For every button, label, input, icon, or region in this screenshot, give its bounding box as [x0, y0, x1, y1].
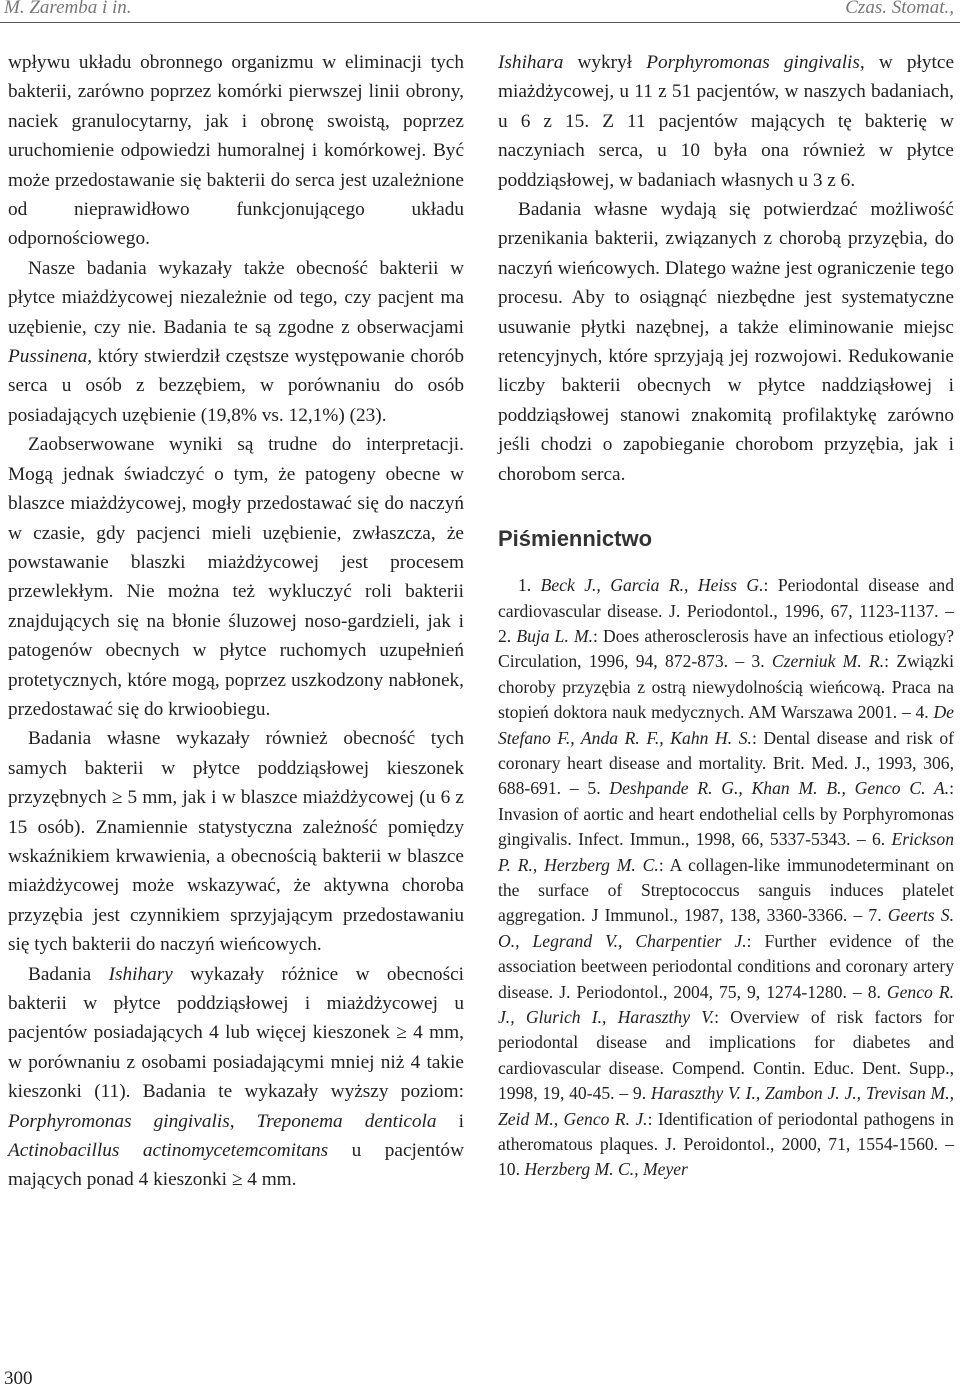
- symbol-geq: ≥: [111, 787, 123, 809]
- ref-authors: De Stefano F., Anda R. F., Kahn H. S.: [498, 702, 954, 748]
- header-authors: M. Zaremba i in.: [4, 0, 132, 18]
- ref-number: – 7.: [853, 905, 888, 926]
- paragraph-ishihara-findings: [498, 48, 954, 195]
- ref-text: : A collagen-like immunodeterminant on the surface of Streptococcus sanguis induces platelet aggregation. J Immunol., 1987, 138, 3360-3366.: [498, 854, 954, 926]
- text: Badania własne wykazały również obecność tych samych bakterii w płytce poddziąsłowej kieszonek przyzębnych: [8, 728, 464, 809]
- paragraph-ishihara: [8, 960, 464, 1195]
- left-column: [8, 48, 464, 1195]
- paragraph-own-results: [8, 724, 464, 959]
- ref-authors: Buja L. M.: [516, 625, 594, 646]
- ref-authors: Genco R. J., Glurich I., Haraszthy V.: [498, 981, 954, 1027]
- section-title-references: Piśmiennictwo: [498, 526, 653, 552]
- text: , w płytce miażdżycowej, u 11 z 51 pacjentów, w naszych badaniach, u 6 z 15. Z 11 pacjentów mających tę bakterię w naczyniach serca, u 10 była ona również w płytce poddziąsłowej, w badaniach własnych u 3 z 6.: [498, 52, 954, 191]
- ref-authors: Deshpande R. G., Khan M. B., Genco C. A.: [609, 778, 950, 799]
- reference-list: [498, 573, 954, 1183]
- species-name: Porphyromonas gingivalis: [8, 1110, 230, 1132]
- symbol-geq: ≥: [396, 1022, 407, 1044]
- text: 4 mm, w porównaniu z osobami posiadającymi mniej niż 4 takie kieszonki (11). Badania te wykazały wyższy poziom:: [8, 1022, 464, 1103]
- author-name: Ishihary: [108, 963, 173, 985]
- ref-number: – 2.: [498, 600, 954, 646]
- ref-number: – 5.: [569, 778, 610, 799]
- paragraph-immune-response: [8, 48, 464, 254]
- ref-number: – 10.: [498, 1134, 954, 1180]
- author-name: Ishihara: [498, 52, 564, 73]
- ref-text: : Periodontal disease and cardiovascular disease. J. Periodontol., 1996, 67, 1123-1137.: [498, 575, 954, 621]
- species-name: Porphyromonas gingivalis: [646, 52, 860, 73]
- ref-text: : Invasion of aortic and heart endothelial cells by Porphyromonas gingivalis. Infect. Immun., 1998, 66, 5337-5343.: [498, 778, 955, 850]
- ref-text: : Identification of periodontal pathogens in atheromatous plaques. J. Peroidontol., 2000, 71, 1554-1560.: [498, 1108, 954, 1155]
- text: Badania własne wydają się potwierdzać możliwość przenikania bakterii, związanych z chorobą przyzębia, do naczyń wieńcowych. Dlatego ważne jest ograniczenie tego procesu. Aby to osiągnąć niezbędne jest systematyczne usuwanie płytki nazębnej, a także eliminowanie miejsc retencyjnych, które sprzyjają jej rozwojowi. Redukowanie liczby bakterii obecnych w płytce naddziąsłowej i poddziąsłowej stanowi znakomitą profilaktykę zarówno jeśli chodzi o zapobieganie chorobom przyzębia, jak i chorobom serca.: [498, 199, 954, 485]
- ref-number: – 4.: [901, 702, 934, 723]
- ref-number: – 3.: [735, 651, 772, 672]
- species-name: Treponema denticola: [256, 1110, 437, 1132]
- ref-number: – 8.: [852, 981, 887, 1002]
- ref-text: : Does atherosclerosis have an infectious etiology? Circulation, 1996, 94, 872-873.: [498, 625, 955, 672]
- header-journal: Czas. Stomat.,: [845, 0, 954, 18]
- text: Nasze badania wykazały także obecność bakterii w płytce miażdżycowej niezależnie od tego, czy pacjent ma uzębienie, czy nie. Badania te są zgodne z obserwacjami: [8, 257, 464, 338]
- text: wykrył: [563, 52, 647, 73]
- ref-text: : Further evidence of the association beetween periodontal conditions and coronary artery disease. J. Periodontol., 2004, 75, 9, 1274-1280.: [498, 930, 954, 1002]
- species-name: Actinobacillus actinomycetemcomitans: [8, 1140, 329, 1162]
- header-rule: [0, 22, 960, 23]
- ref-authors: Czerniuk M. R.: [771, 651, 885, 672]
- ref-number: – 9.: [619, 1083, 651, 1104]
- ref-authors: Haraszthy V. I., Zambon J. J., Trevisan M., Zeid M., Genco R. J.: [498, 1083, 954, 1129]
- text: 4 mm.: [242, 1169, 297, 1191]
- text: i: [436, 1110, 464, 1132]
- text: 5 mm, jak i w blaszce miażdżycowej (u 6 z 15 osób). Znamiennie statystyczna zależność pomiędzy wskaźnikiem krwawienia, a obecnością bakterii w blaszce miażdżycowej może wskazywać, że aktywna choroba przyzębia jest czynnikiem sprzyjającym przedostawaniu się tych bakterii do naczyń wieńcowych.: [8, 787, 464, 956]
- running-header: [0, 0, 960, 22]
- paragraph-edentulous: [8, 254, 464, 430]
- text: , który stwierdził częstsze występowanie chorób serca u osób z bezzębiem, w porównaniu do osób posiadających uzębienie (19,8% vs. 12,1%) (23).: [8, 346, 464, 426]
- text: ,: [229, 1110, 257, 1132]
- paragraph-interpretation: [8, 430, 464, 724]
- ref-authors: Erickson P. R., Herzberg M. C.: [498, 829, 954, 875]
- page-number: 300: [4, 1368, 33, 1389]
- ref-text: : Związki choroby przyzębia z ostrą niewydolnością wieńcową. Praca na stopień doktora nauk medycznych. AM Warszawa 2001.: [498, 651, 954, 723]
- ref-authors: Herzberg M. C., Meyer: [524, 1159, 688, 1180]
- ref-authors: Geerts S. O., Legrand V., Charpentier J.: [498, 905, 954, 951]
- symbol-geq: ≥: [231, 1169, 243, 1191]
- text: Badania: [28, 963, 109, 985]
- text: wykazały różnice w obecności bakterii w płytce poddziąsłowej i miażdżycowej u pacjentów posiadających 4 lub więcej kieszonek: [8, 963, 464, 1044]
- ref-number: 1.: [518, 575, 541, 596]
- paragraph-conclusions: [498, 195, 954, 489]
- ref-authors: Beck J., Garcia R., Heiss G.: [540, 575, 764, 596]
- ref-text: : Overview of risk factors for periodontal disease and implications for diabetes and cardiovascular disease. Compend. Contin. Educ. Dent. Supp., 1998, 19, 40-45.: [498, 1007, 954, 1104]
- text: wpływu układu obronnego organizmu w eliminacji tych bakterii, zarówno poprzez komórki pierwszej linii obrony, naciek granulocytarny, jak i obronę swoistą, poprzez uruchomienie odpowiedzi humoralnej i komórkowej. Być może przedostawanie się bakterii do serca jest uzależnione od nieprawidłowo funkcjonującego układu odpornościowego.: [8, 52, 464, 250]
- ref-text: : Dental disease and risk of coronary heart disease and mortality. Brit. Med. J., 1993, 306, 688-691.: [498, 727, 954, 799]
- text: Zaobserwowane wyniki są trudne do interpretacji. Mogą jednak świadczyć o tym, że patogeny obecne w blaszce miażdżycowej, mogły przedostawać się do naczyń w czasie, gdy pacjenci mieli uzębienie, zwłaszcza, że powstawanie blaszki miażdżycowej jest procesem przewlekłym. Nie można też wykluczyć roli bakterii znajdujących się na błonie śluzowej noso-gardzieli, jak i patogenów obecnych w płytce ruchomych uzupełnień protetycznych, które mogą, poprzez uszkodzony nabłonek, przedostawać się do krwioobiegu.: [8, 434, 464, 720]
- text: u pacjentów mających ponad 4 kieszonki: [8, 1140, 464, 1191]
- ref-number: – 6.: [856, 829, 892, 850]
- right-column: [498, 48, 954, 1183]
- author-name: Pussinena: [8, 346, 88, 368]
